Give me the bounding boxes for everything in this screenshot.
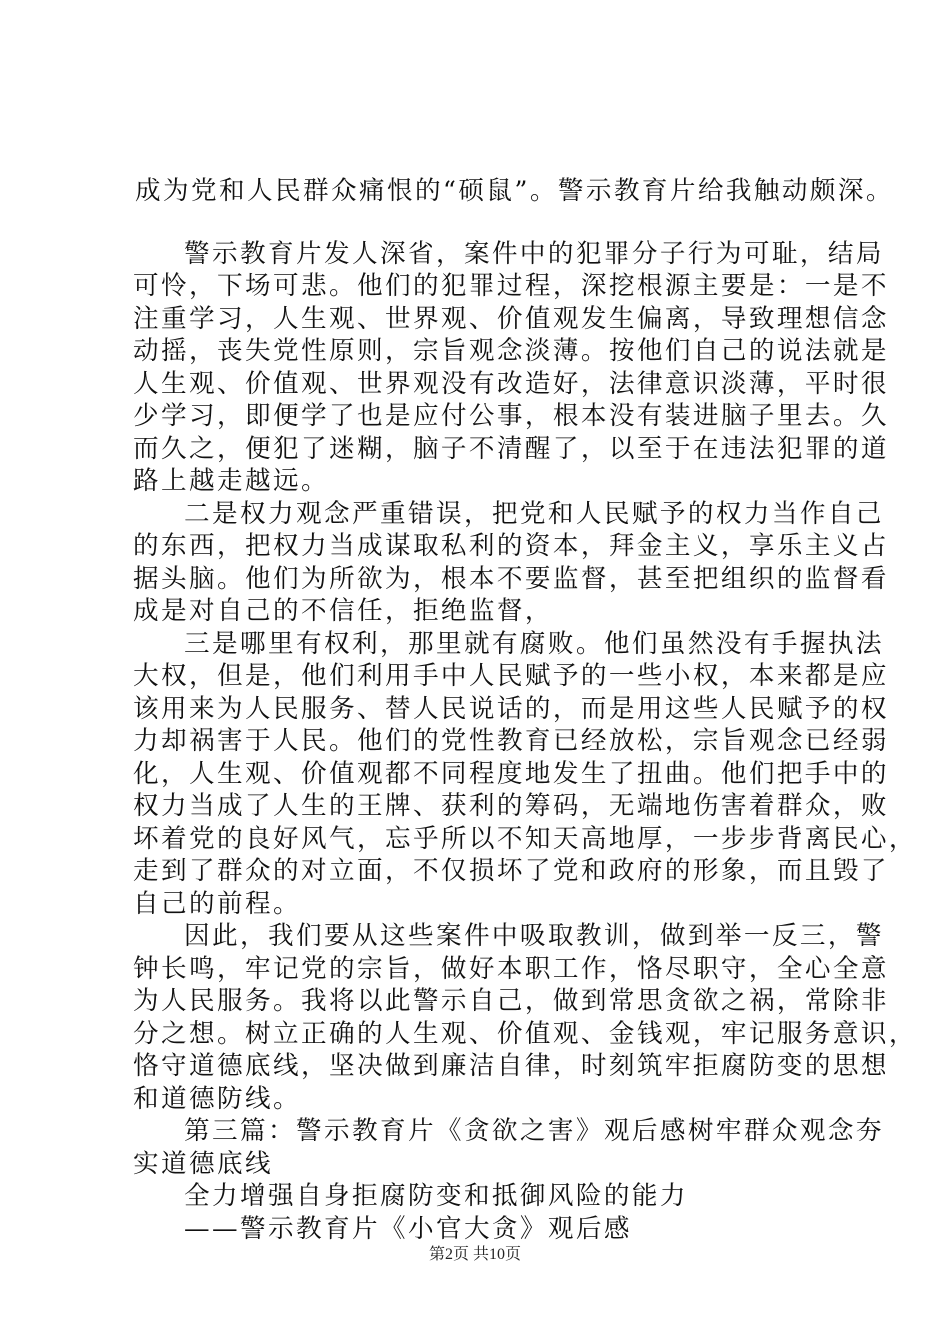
text-line: 的东西，把权力当成谋取私利的资本，拜金主义，享乐主义占 bbox=[133, 531, 889, 561]
text-line: 二是权力观念严重错误，把党和人民赋予的权力当作自己 bbox=[184, 499, 884, 529]
text-line: 走到了群众的对立面，不仅损坏了党和政府的形象，而且毁了 bbox=[133, 856, 889, 886]
text-line: 而久之，便犯了迷糊，脑子不清醒了，以至于在违法犯罪的道 bbox=[133, 434, 889, 464]
text-line: 成为党和人民群众痛恨的“硕鼠”。警示教育片给我触动颇深。 bbox=[135, 176, 894, 206]
text-line: 权力当成了人生的王牌、获利的筹码，无端地伤害着群众，败 bbox=[133, 791, 889, 821]
text-line: 恪守道德底线，坚决做到廉洁自律，时刻筑牢拒腐防变的思想 bbox=[133, 1051, 889, 1081]
text-line: 动摇，丧失党性原则，宗旨观念淡薄。按他们自己的说法就是 bbox=[133, 336, 889, 366]
text-line: 路上越走越远。 bbox=[133, 466, 329, 496]
text-line: 成是对自己的不信任，拒绝监督， bbox=[133, 596, 553, 626]
section-heading: 第三篇：警示教育片《贪欲之害》观后感树牢群众观念夯 bbox=[184, 1116, 884, 1146]
text-line: 为人民服务。我将以此警示自己，做到常思贪欲之祸，常除非 bbox=[133, 986, 889, 1016]
text-line: 钟长鸣，牢记党的宗旨，做好本职工作，恪尽职守，全心全意 bbox=[133, 954, 889, 984]
text-line: 注重学习，人生观、世界观、价值观发生偏离，导致理想信念 bbox=[133, 304, 889, 334]
text-line: 少学习，即便学了也是应付公事，根本没有装进脑子里去。久 bbox=[133, 401, 889, 431]
text-line: 人生观、价值观、世界观没有改造好，法律意识淡薄，平时很 bbox=[133, 369, 889, 399]
text-line: 自己的前程。 bbox=[133, 889, 301, 919]
text-line: 该用来为人民服务、替人民说话的，而是用这些人民赋予的权 bbox=[133, 694, 889, 724]
text-line: 分之想。树立正确的人生观、价值观、金钱观，牢记服务意识， bbox=[133, 1019, 917, 1049]
page-footer: 第2页 共10页 bbox=[428, 1246, 521, 1263]
text-line: 可怜，下场可悲。他们的犯罪过程，深挖根源主要是：一是不 bbox=[133, 271, 889, 301]
text-line: 和道德防线。 bbox=[133, 1084, 301, 1114]
text-line: 大权，但是，他们利用手中人民赋予的一些小权，本来都是应 bbox=[133, 661, 889, 691]
text-line: 三是哪里有权利，那里就有腐败。他们虽然没有手握执法 bbox=[184, 629, 884, 659]
article-title: 全力增强自身拒腐防变和抵御风险的能力 bbox=[184, 1181, 688, 1211]
text-line: 坏着党的良好风气，忘乎所以不知天高地厚，一步步背离民心， bbox=[133, 824, 917, 854]
section-heading: 实道德底线 bbox=[133, 1149, 273, 1179]
text-line: 力却祸害于人民。他们的党性教育已经放松，宗旨观念已经弱 bbox=[133, 726, 889, 756]
article-subtitle: ——警示教育片《小官大贪》观后感 bbox=[184, 1214, 632, 1244]
text-line: 因此，我们要从这些案件中吸取教训，做到举一反三，警 bbox=[184, 921, 884, 951]
text-line: 警示教育片发人深省，案件中的犯罪分子行为可耻，结局 bbox=[184, 239, 884, 269]
text-line: 据头脑。他们为所欲为，根本不要监督，甚至把组织的监督看 bbox=[133, 564, 889, 594]
text-line: 化，人生观、价值观都不同程度地发生了扭曲。他们把手中的 bbox=[133, 759, 889, 789]
